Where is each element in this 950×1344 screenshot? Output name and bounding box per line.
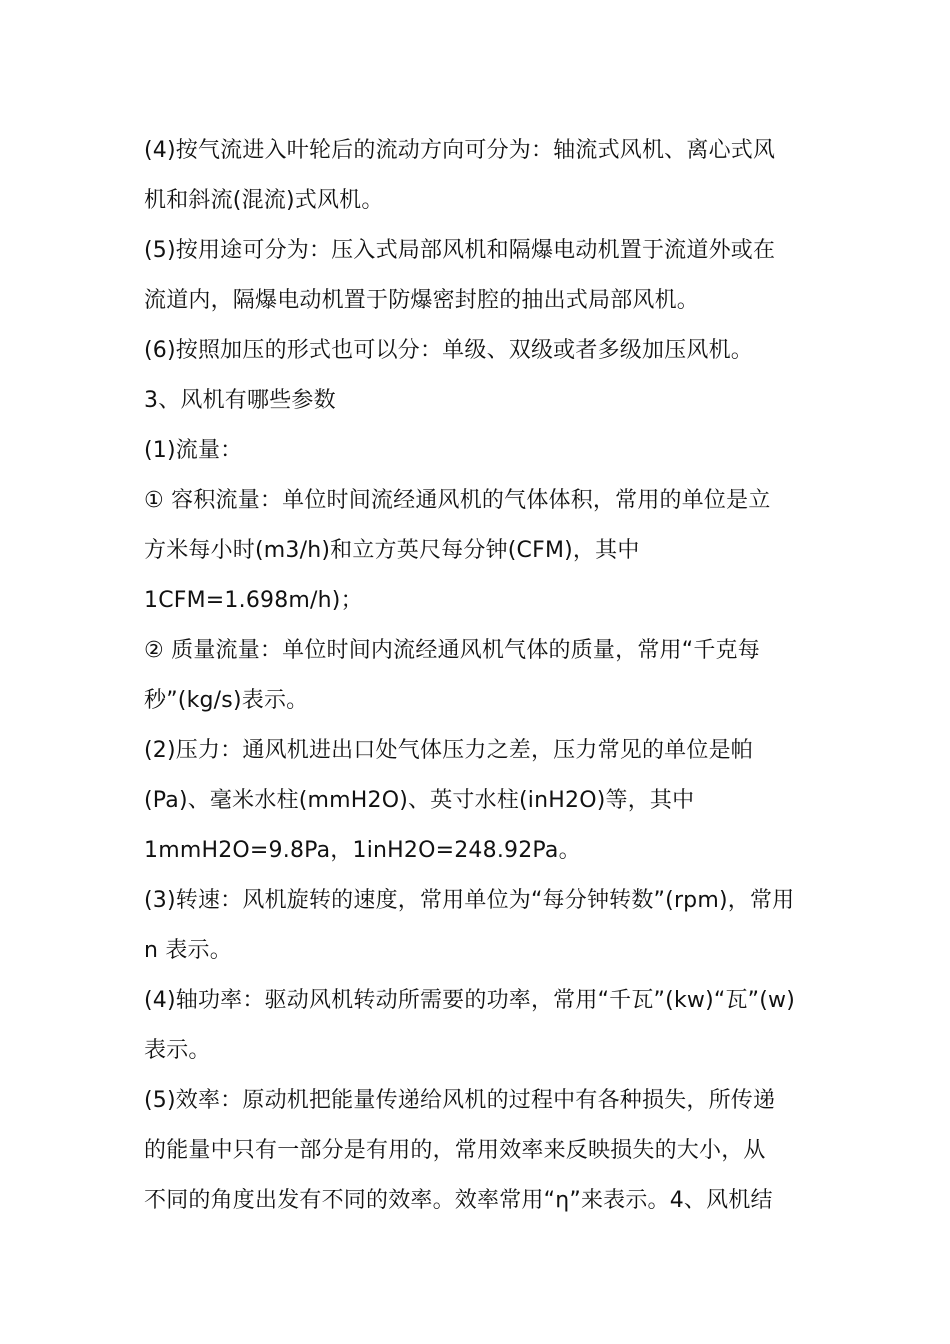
text-line: 不同的角度出发有不同的效率。效率常用“η”来表示。4、风机结 [144,1188,773,1213]
text-line: (Pa)、毫米水柱(mmH2O)、英寸水柱(inH2O)等，其中 [144,788,695,813]
text-line: (5)按用途可分为：压入式局部风机和隔爆电动机置于流道外或在 [144,238,776,263]
text-line: (2)压力：通风机进出口处气体压力之差，压力常见的单位是帕 [144,738,753,763]
document-body [144,126,824,1226]
text-line: (4)按气流进入叶轮后的流动方向可分为：轴流式风机、离心式风 [144,138,776,163]
text-line: 机和斜流(混流)式风机。 [144,188,384,213]
text-line: (5)效率：原动机把能量传递给风机的过程中有各种损失，所传递 [144,1088,776,1113]
text-line: (4)轴功率：驱动风机转动所需要的功率，常用“千瓦”(kw)“瓦”(w) [144,988,796,1013]
text-line: ① 容积流量：单位时间流经通风机的气体体积，常用的单位是立 [144,488,771,513]
text-line: 1mmH2O=9.8Pa，1inH2O=248.92Pa。 [144,838,581,863]
text-line: (1)流量： [144,438,243,463]
text-line: 流道内，隔爆电动机置于防爆密封腔的抽出式局部风机。 [144,288,700,313]
text-line: (3)转速：风机旋转的速度，常用单位为“每分钟转数”(rpm)，常用 [144,888,795,913]
text-line: ② 质量流量：单位时间内流经通风机气体的质量，常用“千克每 [144,638,760,663]
text-line: 的能量中只有一部分是有用的，常用效率来反映损失的大小，从 [144,1138,766,1163]
text-line: (6)按照加压的形式也可以分：单级、双级或者多级加压风机。 [144,338,753,363]
text-line: 秒”(kg/s)表示。 [144,688,309,713]
section-heading: 3、风机有哪些参数 [144,388,336,413]
text-line: 方米每小时(m3/h)和立方英尺每分钟(CFM)，其中 [144,538,640,563]
text-line: 表示。 [144,1038,211,1063]
text-line: 1CFM=1.698m/h)； [144,588,363,613]
text-line: n 表示。 [144,938,232,963]
